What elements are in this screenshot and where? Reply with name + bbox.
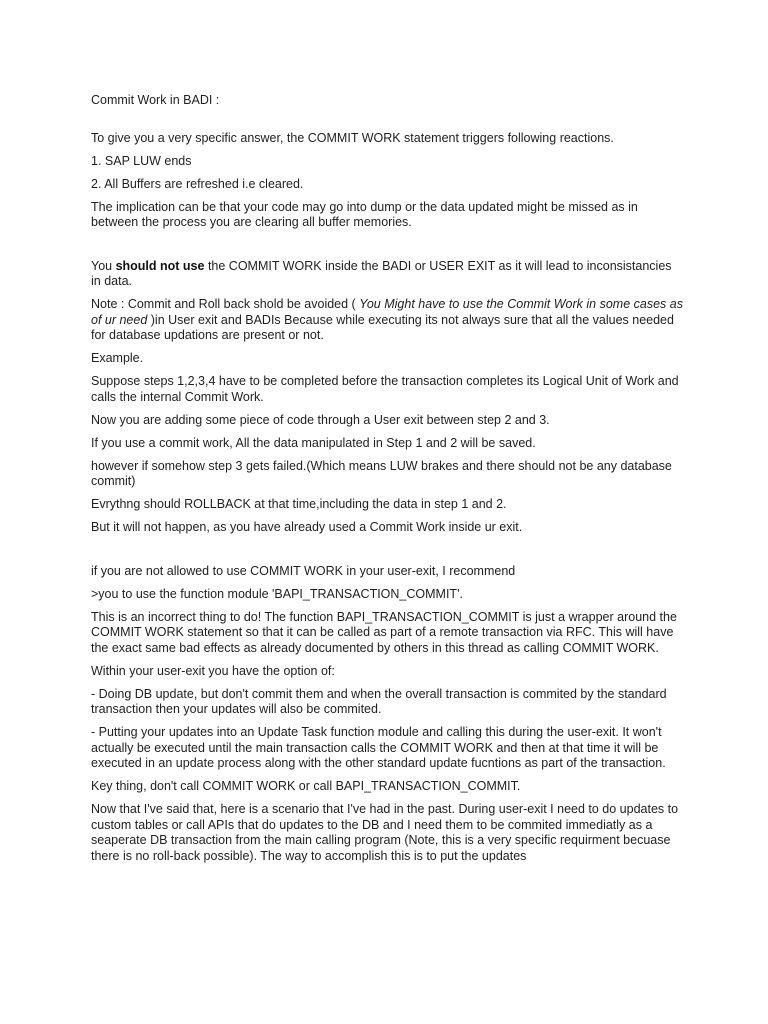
scenario-paragraph: Now that I've said that, here is a scenario that I've had in the past. During user-exit I need to do updates to custom tables or call APIs that do updates to the DB and I need them to be commited immediatly as a seaperate DB transaction from the main calling program (Note, this is a very specific requirment becuase there is no roll-back possible). The way to accomplish this is to put the updates: [91, 802, 679, 863]
example-label: Example.: [91, 351, 144, 365]
option-item-2: - Putting your updates into an Update Task function module and calling this during the user-exit. It won't actually be executed until the main transaction calls the COMMIT WORK and then at that time it will be executed in an update process along with the other standard update fucntions as part of the transaction.: [91, 725, 666, 770]
quote-line-2: >you to use the function module 'BAPI_TRANSACTION_COMMIT'.: [91, 586, 463, 601]
quote-line-1: if you are not allowed to use COMMIT WORK in your user-exit, I recommend: [91, 563, 516, 578]
note-suffix: )in User exit and BADIs Because while executing its not always sure that all the values needed for database updations are present or not.: [91, 312, 674, 342]
example-paragraph-6: But it will not happen, as you have already used a Commit Work inside ur exit.: [91, 520, 523, 534]
should-not-paragraph: [91, 259, 683, 290]
example-paragraph-1: Suppose steps 1,2,3,4 have to be completed before the transaction completes its Logical Unit of Work and calls the internal Commit Work.: [91, 374, 679, 404]
option-item-1: - Doing DB update, but don't commit them and when the overall transaction is commited by the standard transaction then your updates will also be commited.: [91, 686, 667, 716]
example-paragraph-5: Evrythng should ROLLBACK at that time,including the data in step 1 and 2.: [91, 497, 507, 511]
example-paragraph-4: however if somehow step 3 gets failed.(Which means LUW brakes and there should not be any database commit): [91, 458, 672, 488]
document-title: Commit Work in BADI :: [91, 93, 220, 107]
example-paragraph-2: Now you are adding some piece of code through a User exit between step 2 and 3.: [91, 412, 550, 427]
reaction-item-2: 2. All Buffers are refreshed i.e cleared.: [91, 176, 304, 191]
note-italic: You Might have to use the Commit Work in some cases as of ur need: [91, 297, 683, 327]
note-prefix: Note : Commit and Roll back shold be avoided (: [91, 297, 360, 311]
should-not-prefix: You: [91, 258, 116, 273]
intro-paragraph: To give you a very specific answer, the COMMIT WORK statement triggers following reactions.: [91, 130, 614, 145]
options-intro: Within your user-exit you have the option of:: [91, 663, 335, 678]
should-not-emphasis: should not use: [115, 258, 205, 273]
key-thing-paragraph: Key thing, don't call COMMIT WORK or call BAPI_TRANSACTION_COMMIT.: [91, 779, 521, 793]
example-paragraph-3: If you use a commit work, All the data manipulated in Step 1 and 2 will be saved.: [91, 435, 536, 450]
note-paragraph: [91, 297, 683, 344]
reaction-item-1: 1. SAP LUW ends: [91, 153, 192, 168]
implication-paragraph: The implication can be that your code may go into dump or the data updated might be missed as in between the process you are clearing all buffer memories.: [91, 199, 638, 229]
document-body: [91, 93, 683, 872]
reply-paragraph: This is an incorrect thing to do! The function BAPI_TRANSACTION_COMMIT is just a wrapper around the COMMIT WORK statement so that it can be called as part of a remote transaction via RFC. This will have the exact same bad effects as already documented by others in this thread as calling COMMIT WORK.: [91, 609, 677, 655]
should-not-suffix: the COMMIT WORK inside the BADI or USER EXIT as it will lead to inconsistancies in data.: [91, 258, 672, 288]
